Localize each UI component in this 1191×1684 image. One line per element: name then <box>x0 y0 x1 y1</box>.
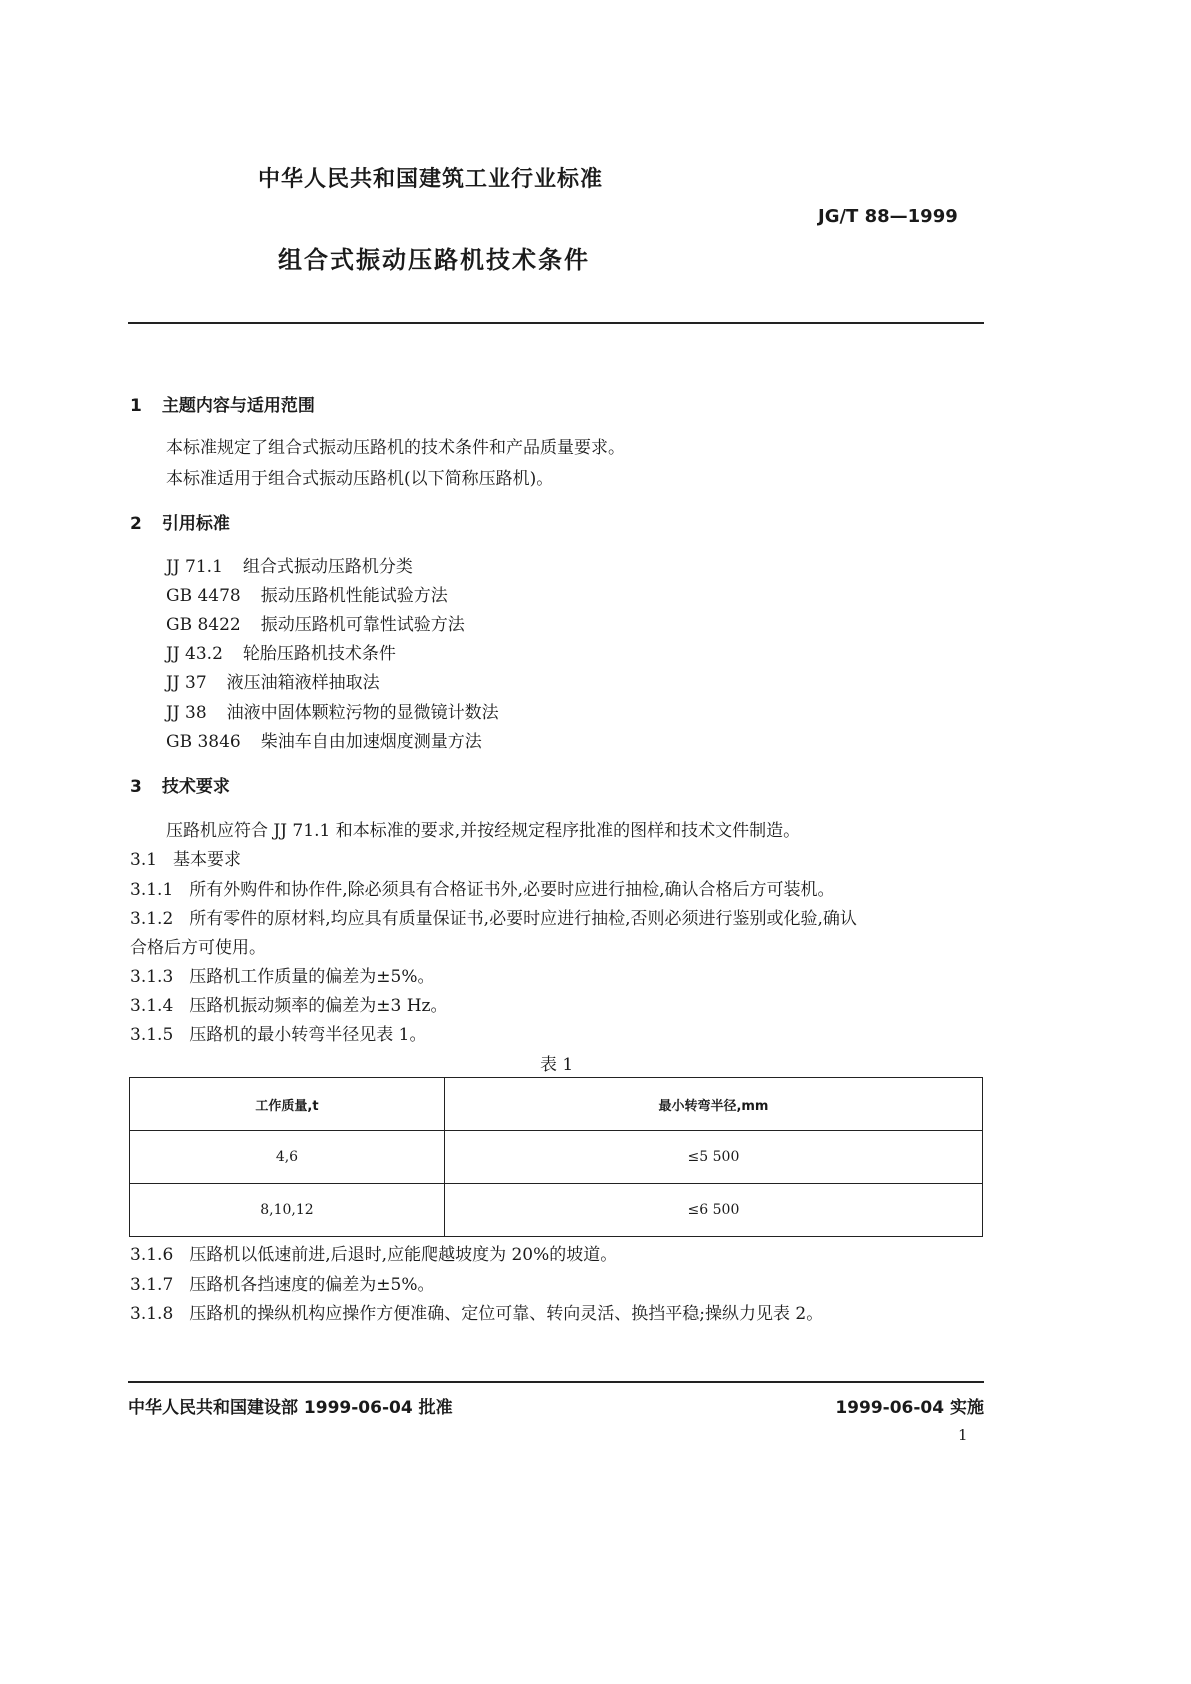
footer-rule <box>128 1381 984 1383</box>
reference-item: JJ 38 油液中固体颗粒污物的显微镜计数法 <box>166 703 499 723</box>
section-1-heading: 1 主题内容与适用范围 <box>130 396 315 416</box>
table-cell: 4,6 <box>130 1131 445 1184</box>
section-3-heading: 3 技术要求 <box>130 777 230 797</box>
org-title: 中华人民共和国建筑工业行业标准 <box>258 167 604 192</box>
reference-item: GB 3846 柴油车自由加速烟度测量方法 <box>166 732 482 752</box>
page-number: 1 <box>958 1426 968 1444</box>
clause: 3.1.1 所有外购件和协作件,除必须具有合格证书外,必要时应进行抽检,确认合格后方可装机。 <box>130 880 835 900</box>
table-1 <box>129 1077 983 1237</box>
clause: 3.1.3 压路机工作质量的偏差为±5%。 <box>130 967 435 987</box>
paragraph: 本标准适用于组合式振动压路机(以下简称压路机)。 <box>166 469 554 489</box>
clause: 3.1.6 压路机以低速前进,后退时,应能爬越坡度为 20%的坡道。 <box>130 1245 618 1265</box>
effective-note: 1999-06-04 实施 <box>835 1398 984 1418</box>
clause: 3.1.4 压路机振动频率的偏差为±3 Hz。 <box>130 996 448 1016</box>
table-cell: ≤5 500 <box>444 1131 982 1184</box>
paragraph: 压路机应符合 JJ 71.1 和本标准的要求,并按经规定程序批准的图样和技术文件制造。 <box>166 821 801 841</box>
reference-item: JJ 43.2 轮胎压路机技术条件 <box>166 644 396 664</box>
table-row <box>130 1184 983 1237</box>
clause: 3.1.7 压路机各挡速度的偏差为±5%。 <box>130 1275 435 1295</box>
table-header: 最小转弯半径,mm <box>444 1078 982 1131</box>
clause-continuation: 合格后方可使用。 <box>130 938 266 958</box>
table-header-row <box>130 1078 983 1131</box>
clause: 3.1.5 压路机的最小转弯半径见表 1。 <box>130 1025 427 1045</box>
standard-code: JG/T 88—1999 <box>818 206 958 227</box>
table-cell: ≤6 500 <box>444 1184 982 1237</box>
table-header: 工作质量,t <box>130 1078 445 1131</box>
clause: 3.1.8 压路机的操纵机构应操作方便准确、定位可靠、转向灵活、换挡平稳;操纵力见表 2。 <box>130 1304 824 1324</box>
reference-item: JJ 37 液压油箱液样抽取法 <box>166 673 380 693</box>
reference-item: GB 8422 振动压路机可靠性试验方法 <box>166 615 465 635</box>
table-cell: 8,10,12 <box>130 1184 445 1237</box>
reference-item: GB 4478 振动压路机性能试验方法 <box>166 586 448 606</box>
header-rule <box>128 322 984 324</box>
table-row <box>130 1131 983 1184</box>
clause: 3.1 基本要求 <box>130 850 242 870</box>
clause: 3.1.2 所有零件的原材料,均应具有质量保证书,必要时应进行抽检,否则必须进行鉴别或化验,确认 <box>130 909 857 929</box>
section-2-heading: 2 引用标准 <box>130 514 230 534</box>
document-title: 组合式振动压路机技术条件 <box>278 246 590 274</box>
approval-note: 中华人民共和国建设部 1999-06-04 批准 <box>128 1398 453 1418</box>
paragraph: 本标准规定了组合式振动压路机的技术条件和产品质量要求。 <box>166 438 625 458</box>
reference-item: JJ 71.1 组合式振动压路机分类 <box>166 557 413 577</box>
table-caption: 表 1 <box>540 1055 574 1075</box>
